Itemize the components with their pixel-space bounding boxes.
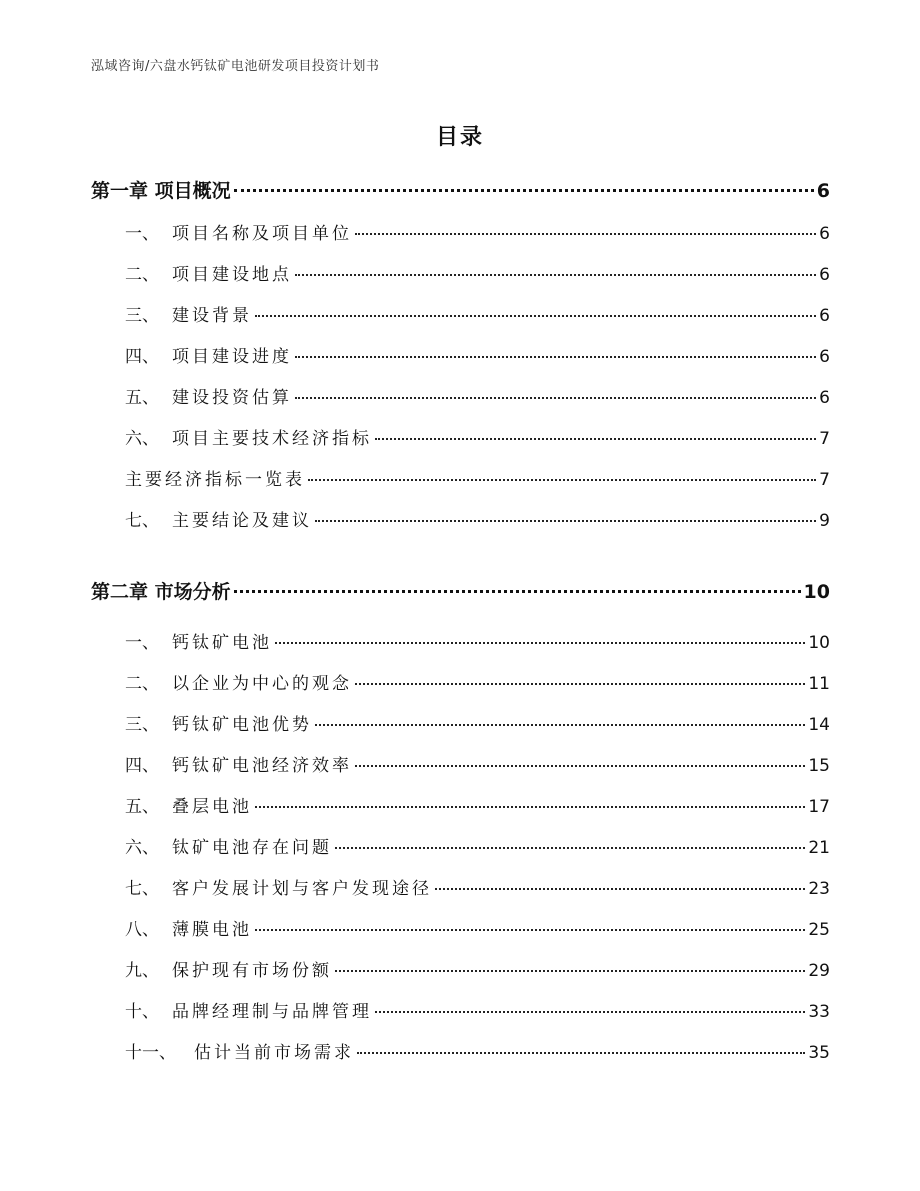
dot-leader	[234, 590, 801, 593]
toc-page-number: 6	[819, 306, 830, 326]
toc-entry[interactable]	[91, 383, 830, 423]
dot-leader	[315, 520, 816, 522]
toc-page-number: 6	[819, 388, 830, 408]
dot-leader	[255, 806, 805, 808]
toc-entry-label: 一、 钙钛矿电池	[125, 633, 272, 653]
toc-entry[interactable]	[91, 751, 830, 791]
toc-entry-label: 四、 钙钛矿电池经济效率	[125, 756, 352, 776]
running-header: 泓域咨询/六盘水钙钛矿电池研发项目投资计划书	[91, 59, 380, 74]
toc-entry-label: 三、 钙钛矿电池优势	[125, 715, 312, 735]
dot-leader	[255, 929, 805, 931]
dot-leader	[355, 683, 805, 685]
toc-page-number: 23	[808, 879, 830, 899]
toc-entry[interactable]	[91, 342, 830, 382]
dot-leader	[275, 642, 805, 644]
toc-entry-label: 四、 项目建设进度	[125, 347, 292, 367]
toc-entry-label: 二、 以企业为中心的观念	[125, 674, 352, 694]
dot-leader	[435, 888, 805, 890]
toc-page-number: 7	[819, 429, 830, 449]
toc-entry[interactable]	[91, 710, 830, 750]
toc-page-number: 21	[808, 838, 830, 858]
toc-chapter-2[interactable]	[91, 577, 830, 617]
toc-chapter-label: 第二章 市场分析	[91, 581, 231, 603]
toc-entry-label: 三、 建设背景	[125, 306, 252, 326]
toc-entry-label: 七、 主要结论及建议	[125, 511, 312, 531]
toc-entry[interactable]	[91, 628, 830, 668]
toc-entry-label: 五、 建设投资估算	[125, 388, 292, 408]
toc-entry-label: 六、 项目主要技术经济指标	[125, 429, 372, 449]
toc-page-number: 9	[819, 511, 830, 531]
toc-entry[interactable]	[91, 301, 830, 341]
dot-leader	[295, 274, 816, 276]
toc-entry-label: 六、 钛矿电池存在问题	[125, 838, 332, 858]
toc-entry[interactable]	[91, 874, 830, 914]
toc-page-number: 33	[808, 1002, 830, 1022]
toc-entry[interactable]	[91, 424, 830, 464]
toc-page-number: 6	[819, 224, 830, 244]
dot-leader	[335, 970, 805, 972]
dot-leader	[234, 189, 814, 192]
dot-leader	[308, 479, 816, 481]
toc-chapter-label: 第一章 项目概况	[91, 180, 231, 202]
dot-leader	[315, 724, 805, 726]
toc-page-number: 15	[808, 756, 830, 776]
dot-leader	[335, 847, 805, 849]
toc-entry[interactable]	[91, 833, 830, 873]
toc-entry[interactable]	[91, 997, 830, 1037]
toc-entry[interactable]	[91, 1038, 830, 1078]
toc-entry[interactable]	[91, 669, 830, 709]
dot-leader	[375, 1011, 805, 1013]
toc-page-number: 17	[808, 797, 830, 817]
toc-page-number: 25	[808, 920, 830, 940]
toc-entry-label: 九、 保护现有市场份额	[125, 961, 332, 981]
dot-leader	[295, 397, 816, 399]
toc-chapter-1[interactable]	[91, 176, 830, 216]
toc-entry[interactable]	[91, 260, 830, 300]
toc-page-number: 29	[808, 961, 830, 981]
toc-page-number: 6	[816, 180, 830, 202]
dot-leader	[355, 233, 816, 235]
toc-page-number: 10	[808, 633, 830, 653]
toc-entry[interactable]	[91, 219, 830, 259]
page-title: 目录	[435, 125, 484, 150]
toc-entry-label: 八、 薄膜电池	[125, 920, 252, 940]
toc-entry[interactable]	[91, 915, 830, 955]
dot-leader	[355, 765, 805, 767]
dot-leader	[357, 1052, 805, 1054]
toc-page-number: 11	[808, 674, 830, 694]
toc-entry[interactable]	[91, 465, 830, 505]
toc-entry-label: 十、 品牌经理制与品牌管理	[125, 1002, 372, 1022]
toc-entry[interactable]	[91, 956, 830, 996]
dot-leader	[295, 356, 816, 358]
toc-entry-label: 十一、 估计当前市场需求	[125, 1043, 354, 1063]
toc-page-number: 6	[819, 265, 830, 285]
toc-entry-label: 五、 叠层电池	[125, 797, 252, 817]
header-rule	[91, 78, 829, 79]
toc-entry-label: 七、 客户发展计划与客户发现途径	[125, 879, 432, 899]
toc-entry-label: 二、 项目建设地点	[125, 265, 292, 285]
toc-page-number: 35	[808, 1043, 830, 1063]
toc-page-number: 10	[803, 581, 830, 603]
dot-leader	[255, 315, 816, 317]
toc-entry[interactable]	[91, 792, 830, 832]
toc-page-number: 14	[808, 715, 830, 735]
toc-entry-label: 主要经济指标一览表	[125, 470, 305, 490]
toc-entry[interactable]	[91, 506, 830, 546]
dot-leader	[375, 438, 816, 440]
toc-entry-label: 一、 项目名称及项目单位	[125, 224, 352, 244]
toc-page-number: 7	[819, 470, 830, 490]
toc-page-number: 6	[819, 347, 830, 367]
